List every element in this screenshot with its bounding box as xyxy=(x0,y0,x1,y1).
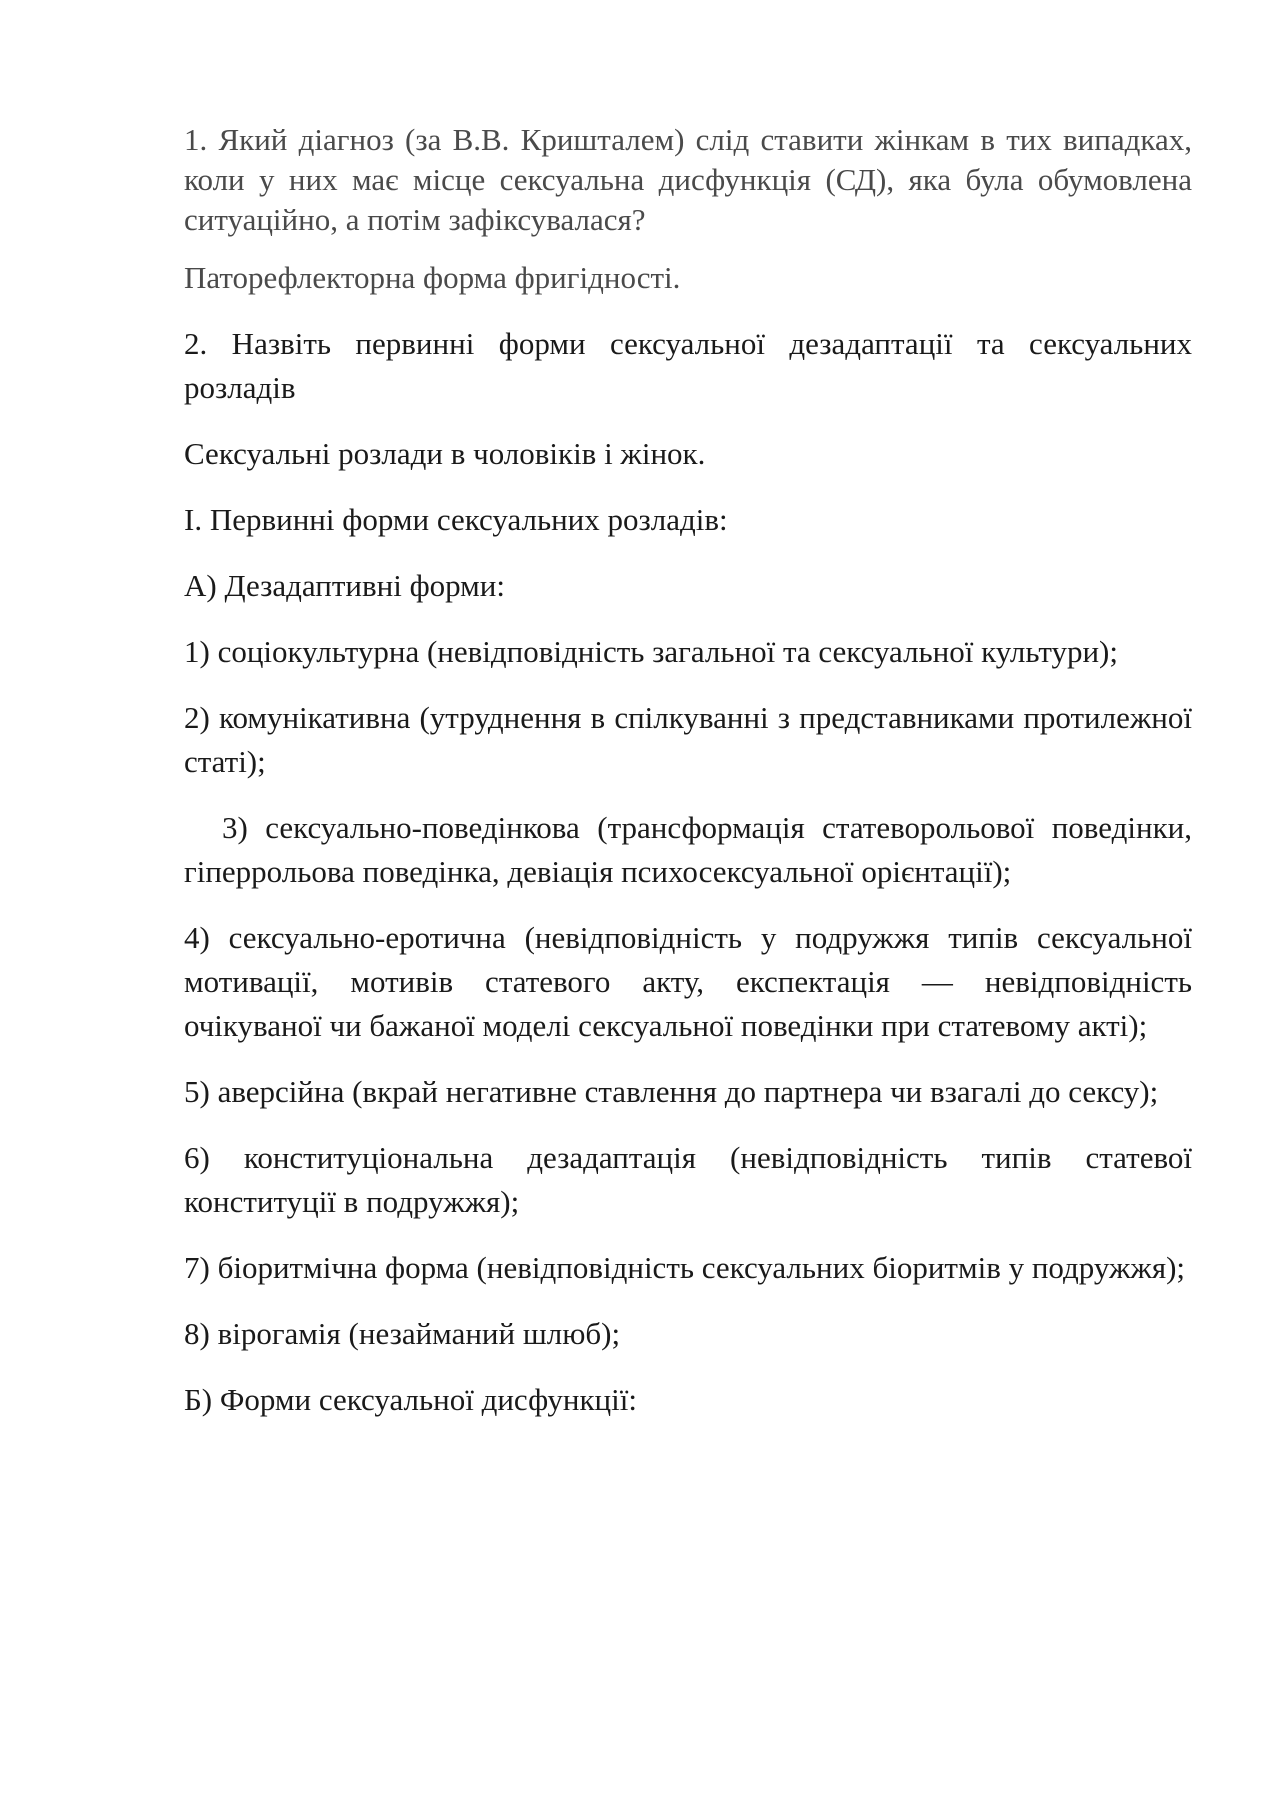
answer-2-heading: Сексуальні розлади в чоловіків і жінок. xyxy=(184,436,706,471)
list-item-6: 6) конституціональна дезадаптація (невідповідність типів статевої конституції в подружжя); xyxy=(184,1140,1192,1219)
section-heading-primary-forms: І. Первинні форми сексуальних розладів: xyxy=(184,502,728,537)
list-item-8: 8) вірогамія (незайманий шлюб); xyxy=(184,1316,621,1351)
subsection-heading-dysfunction: Б) Форми сексуальної дисфункції: xyxy=(184,1382,637,1417)
list-item-3: 3) сексуально-поведінкова (трансформація статеворольової поведінки, гіперрольова поведінка, девіація психосексуальної орієнтації); xyxy=(184,810,1192,889)
question-2: 2. Назвіть первинні форми сексуальної дезадаптації та сексуальних розладів xyxy=(184,326,1192,405)
list-item-1: 1) соціокультурна (невідповідність загальної та сексуальної культури); xyxy=(184,634,1118,669)
list-item-4: 4) сексуально-еротична (невідповідність у подружжя типів сексуальної мотивації, мотивів статевого акту, експектація — невідповідність очікуваної чи бажаної моделі сексуальної поведінки при статевому акті); xyxy=(184,920,1192,1043)
document-page xyxy=(184,120,1192,1444)
question-1: 1. Який діагноз (за В.В. Кришталем) слід ставити жінкам в тих випадках, коли у них має місце сексуальна дисфункція (СД), яка була обумовлена ситуаційно, а потім зафіксувалася? xyxy=(184,122,1192,237)
answer-1: Паторефлекторна форма фригідності. xyxy=(184,260,681,295)
list-item-2: 2) комунікативна (утруднення в спілкуванні з представниками протилежної статі); xyxy=(184,700,1192,779)
list-item-7: 7) біоритмічна форма (невідповідність сексуальних біоритмів у подружжя); xyxy=(184,1250,1186,1285)
subsection-heading-maladaptive: А) Дезадаптивні форми: xyxy=(184,568,506,603)
list-item-5: 5) аверсійна (вкрай негативне ставлення до партнера чи взагалі до сексу); xyxy=(184,1074,1159,1109)
